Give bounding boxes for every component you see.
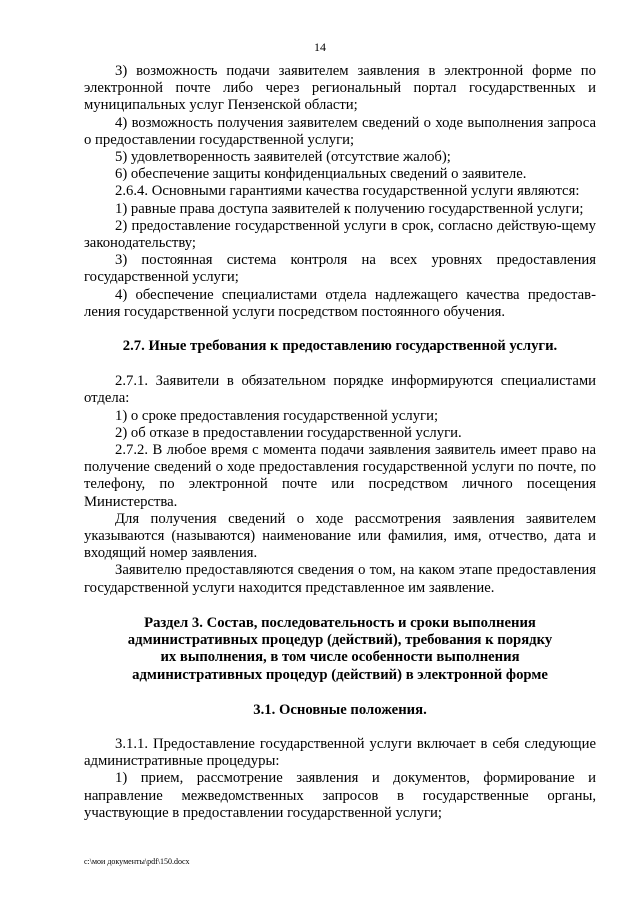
paragraph: 3.1.1. Предоставление государственной услуги включает в себя следующие административные процедуры: xyxy=(84,735,596,770)
paragraph: 5) удовлетворенность заявителей (отсутствие жалоб); xyxy=(115,149,451,166)
heading-line: административных процедур (действий), требования к порядку xyxy=(127,632,553,649)
paragraph: 2.7.2. В любое время с момента подачи заявления заявитель имеет право на получение сведений о ходе предоставления государственной услуги по почте, по телефону, по электронной почте или посредством личного посещения Министерства. xyxy=(84,442,596,510)
paragraph: Заявителю предоставляются сведения о том, на каком этапе предоставления государственной услуги находится представленное им заявление. xyxy=(84,562,596,596)
heading-line: их выполнения, в том числе особенности выполнения xyxy=(160,649,520,666)
page-number: 14 xyxy=(314,40,326,54)
section-heading-3-1: 3.1. Основные положения. xyxy=(253,701,427,718)
section-heading-2-7: 2.7. Иные требования к предоставлению государственной услуги. xyxy=(122,338,558,355)
section-heading-3 xyxy=(84,615,596,684)
paragraph: 6) обеспечение защиты конфиденциальных сведений о заявителе. xyxy=(115,166,527,183)
paragraph: 2.7.1. Заявители в обязательном порядке информируются специалистами отдела: xyxy=(84,373,596,407)
heading-line: Раздел 3. Состав, последовательность и сроки выполнения xyxy=(144,614,536,631)
paragraph: 2) предоставление государственной услуги в срок, согласно действую-щему законодательству; xyxy=(84,217,596,252)
paragraph: 2.6.4. Основными гарантиями качества государственной услуги являются: xyxy=(115,183,580,200)
paragraph: 4) возможность получения заявителем сведений о ходе выполнения запроса о предоставлении государственной услуги; xyxy=(84,114,596,148)
paragraph: 3) возможность подачи заявителем заявления в электронной форме по электронной почте либо через региональный портал государственных и муниципальных услуг Пензенской области; xyxy=(84,63,596,114)
footer-file-path: c:\мои документы\pdf\150.docx xyxy=(84,857,190,866)
heading-line: административных процедур (действий) в электронной форме xyxy=(132,666,548,683)
paragraph: 3) постоянная система контроля на всех уровнях предоставления государственной услуги; xyxy=(84,252,596,286)
paragraph: 4) обеспечение специалистами отдела надлежащего качества предостав-ления государственной услуги посредством постоянного обучения. xyxy=(84,286,596,320)
paragraph: 2) об отказе в предоставлении государственной услуги. xyxy=(115,424,462,441)
paragraph: Для получения сведений о ходе рассмотрения заявления заявителем указываются (называются) наименование или фамилия, имя, отчество, дата и входящий номер заявления. xyxy=(84,510,596,562)
paragraph: 1) прием, рассмотрение заявления и документов, формирование и направление межведомственных запросов в государственные органы, участвующие в предоставлении государственной услуги; xyxy=(84,770,596,821)
document-body xyxy=(84,63,596,822)
paragraph: 1) равные права доступа заявителей к получению государственной услуги; xyxy=(115,200,584,217)
paragraph: 1) о сроке предоставления государственной услуги; xyxy=(115,407,439,424)
